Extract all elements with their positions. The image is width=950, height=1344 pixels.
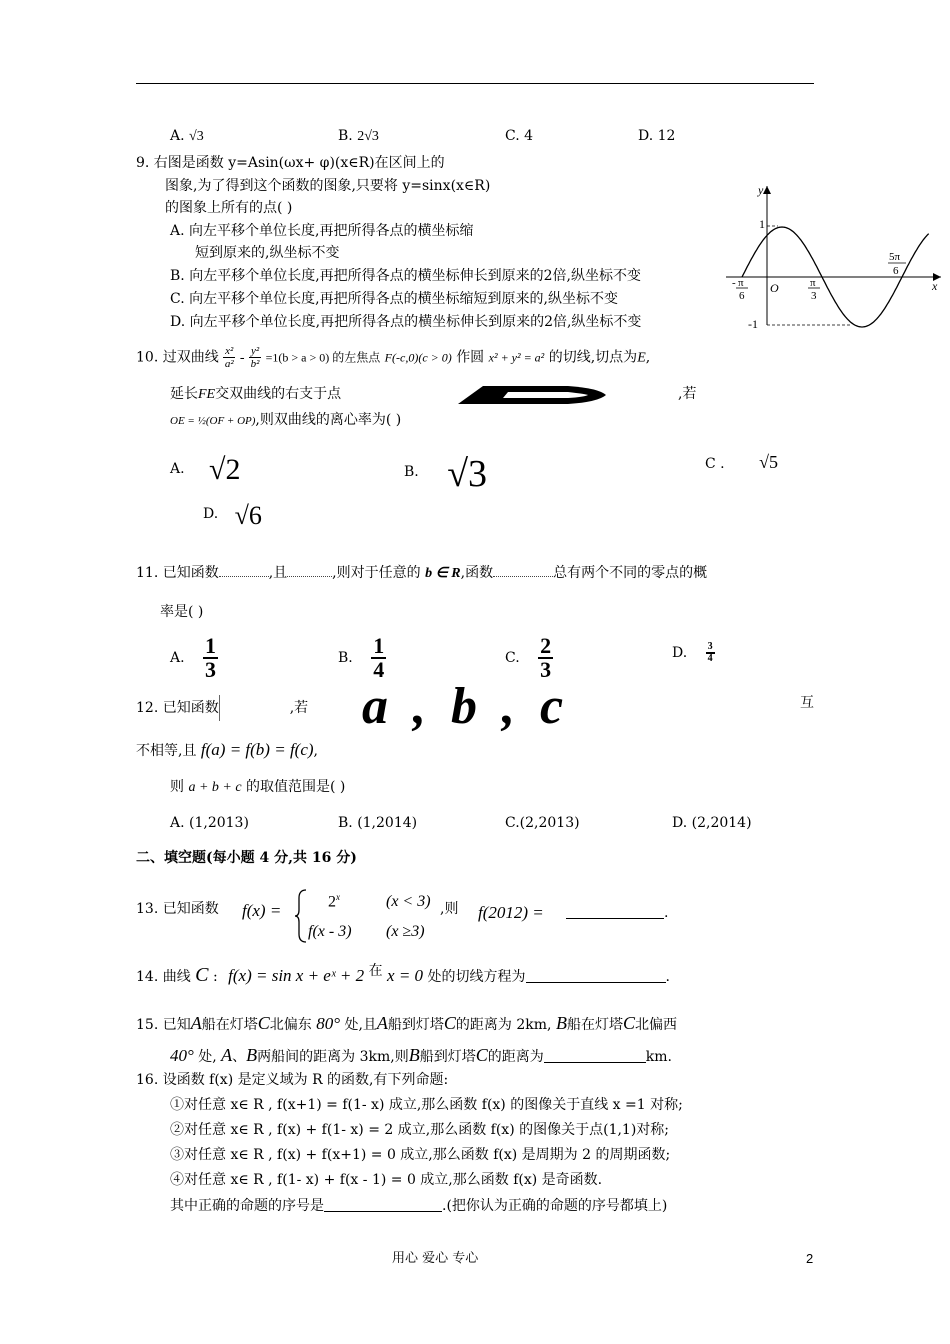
q15-answer-blank[interactable] bbox=[544, 1048, 646, 1063]
q12-option-c: C.(2,2013) bbox=[505, 815, 580, 831]
q10-line3: OE = ½(OF + OP),则双曲线的离心率为( ) bbox=[170, 412, 402, 428]
q13-answer-blank[interactable]: . bbox=[566, 904, 668, 922]
q11-func-image bbox=[219, 562, 269, 577]
q13-case2-cond: (x ≥3) bbox=[386, 923, 425, 940]
tick-5pi6-num: 5π bbox=[889, 251, 901, 263]
q16-answer-blank[interactable] bbox=[324, 1197, 442, 1212]
q11-line2: 率是( ) bbox=[160, 604, 204, 620]
q12-option-d: D. (2,2014) bbox=[672, 815, 752, 831]
tick-neg-pi6-num: π bbox=[738, 277, 744, 289]
q14-answer-blank[interactable] bbox=[526, 968, 666, 983]
svg-text:-: - bbox=[732, 277, 736, 289]
q11-option-a: A. $\frac{1}{3}$ bbox=[170, 633, 217, 682]
q9-line2: 图象,为了得到这个函数的图象,只要将 y=sinx(x∈R) bbox=[165, 178, 491, 194]
y-axis-arrow bbox=[763, 186, 771, 194]
q16-last: 其中正确的命题的序号是 .(把你认为正确的命题的序号都填上) bbox=[170, 1198, 668, 1214]
q8-option-c: C. 4 bbox=[505, 128, 534, 144]
q10-line1: 10. 过双曲线 $\frac{\text{x²}}{\text{a²}}$ - $\frac{\text{y²}}{\text{b²}}$ =1(b > a > 0) 的左焦点 F(-c,0)(c > 0) 作圆 x² + y² = a² 的切线,切点为E, bbox=[136, 345, 651, 371]
q9-option-a-line2: 短到原来的,纵坐标不变 bbox=[195, 245, 340, 261]
q12-option-a: A. (1,2013) bbox=[170, 815, 249, 831]
q9-option-d: D. 向左平移个单位长度,再把所得各点的横坐标伸长到原来的2倍,纵坐标不变 bbox=[170, 314, 642, 330]
q8-option-b: B. 2√3 bbox=[338, 128, 379, 144]
q10-line2-end: ,若 bbox=[678, 386, 697, 402]
q9-option-c: C. 向左平移个单位长度,再把所得各点的横坐标缩短到原来的,纵坐标不变 bbox=[170, 291, 619, 307]
q13-then: ,则 bbox=[440, 901, 459, 917]
q16-item-2: ②对任意 x∈ R , f(x) + f(1- x) = 2 成立,那么函数 f(x) 的图像关于点(1,1)对称; bbox=[170, 1122, 670, 1138]
tick-one: 1 bbox=[759, 217, 765, 231]
q13-f2012: f(2012) = bbox=[478, 903, 544, 922]
origin-label: O bbox=[770, 281, 779, 295]
q13-case1-cond: (x < 3) bbox=[386, 893, 431, 910]
q9-line1: 9. 右图是函数 y=Asin(ωx+ φ)(x∈R)在区间上的 bbox=[136, 155, 445, 171]
q12-func-image bbox=[219, 695, 290, 721]
q10-option-c: C . √5 bbox=[705, 452, 778, 472]
q12-line3: 则 a + b + c 的取值范围是( ) bbox=[170, 779, 346, 795]
q12-line1-end: 互 bbox=[800, 695, 814, 711]
q10-line2: 延长FE交双曲线的右支于点 bbox=[170, 386, 342, 402]
q10-option-b: B. √3 bbox=[404, 453, 488, 495]
q16-item-4: ④对任意 x∈ R , f(1- x) + f(x - 1) = 0 成立,那么函数 f(x) 是奇函数. bbox=[170, 1172, 603, 1188]
q10-option-d: D. √6 bbox=[203, 501, 262, 530]
q9-line3: 的图象上所有的点( ) bbox=[165, 200, 293, 216]
y-label: y bbox=[758, 183, 764, 197]
q8-option-a: A. √3 bbox=[170, 128, 204, 144]
x-label: x bbox=[932, 279, 938, 293]
q15-line2: 40° 处, A、B两船间的距离为 3km,则B船到灯塔C的距离为 km. bbox=[170, 1045, 672, 1065]
q12-abc: a , b , c bbox=[362, 678, 570, 735]
q10-option-a: A. √2 bbox=[170, 453, 241, 486]
q13-f: f(x) = bbox=[242, 901, 282, 920]
section-title-fill-in: 二、填空题(每小题 4 分,共 16 分) bbox=[136, 850, 357, 866]
tick-pi3-den: 3 bbox=[811, 290, 817, 302]
q13-case1-value: 2$^x$ bbox=[328, 892, 340, 911]
q11-func2-image bbox=[493, 562, 553, 577]
tick-5pi6-den: 6 bbox=[893, 265, 899, 277]
q11-line1: 11. 已知函数 ,且 ,则对于任意的 b ∈ R,函数 总有两个不同的零点的概 bbox=[136, 562, 707, 583]
q16-item-3: ③对任意 x∈ R , f(x) + f(x+1) = 0 成立,那么函数 f(x) 是周期为 2 的周期函数; bbox=[170, 1147, 671, 1163]
q11-option-c: C. $\frac{2}{3}$ bbox=[505, 633, 552, 682]
q12-line2: 不相等,且 f(a) = f(b) = f(c), bbox=[136, 740, 318, 759]
header-rule bbox=[136, 83, 814, 84]
q8-option-d: D. 12 bbox=[638, 128, 676, 144]
sine-graph bbox=[726, 180, 946, 330]
q13-label: 13. 已知函数 bbox=[136, 901, 219, 917]
q11-option-b: B. $\frac{1}{4}$ bbox=[338, 633, 385, 682]
q16-item-1: ①对任意 x∈ R , f(x+1) = f(1- x) 成立,那么函数 f(x) 的图像关于直线 x =1 对称; bbox=[170, 1097, 683, 1113]
point-p-image bbox=[448, 382, 608, 408]
q13-case2-value: f(x - 3) bbox=[308, 923, 352, 940]
q15-line1: 15. 已知A船在灯塔C北偏东 80° 处,且A船到灯塔C的距离为 2km, B船在灯塔C北偏西 bbox=[136, 1013, 677, 1033]
tick-neg-one: -1 bbox=[748, 317, 758, 330]
q12-option-b: B. (1,2014) bbox=[338, 815, 418, 831]
q9-option-a-line1: A. 向左平移个单位长度,再把所得各点的横坐标缩 bbox=[170, 223, 474, 239]
q11-option-d: D. $\frac{3}{4}$ bbox=[672, 641, 713, 664]
q11-interval-image bbox=[287, 562, 332, 577]
tick-pi3-num: π bbox=[810, 277, 816, 289]
q12-line1: 12. 已知函数 ,若 bbox=[136, 695, 308, 721]
tick-neg-pi6-den: 6 bbox=[739, 290, 745, 302]
q9-option-b: B. 向左平移个单位长度,再把所得各点的横坐标伸长到原来的2倍,纵坐标不变 bbox=[170, 268, 641, 284]
q16-intro: 16. 设函数 f(x) 是定义域为 R 的函数,有下列命题: bbox=[136, 1072, 449, 1088]
footer-motto: 用心 爱心 专心 bbox=[392, 1251, 479, 1266]
q13-brace bbox=[294, 888, 308, 944]
page-number: 2 bbox=[806, 1251, 814, 1266]
q14-line: 14. 曲线 C : f(x) = sin x + eˣ + 2 在 x = 0 处的切线方程为 . bbox=[136, 963, 670, 986]
